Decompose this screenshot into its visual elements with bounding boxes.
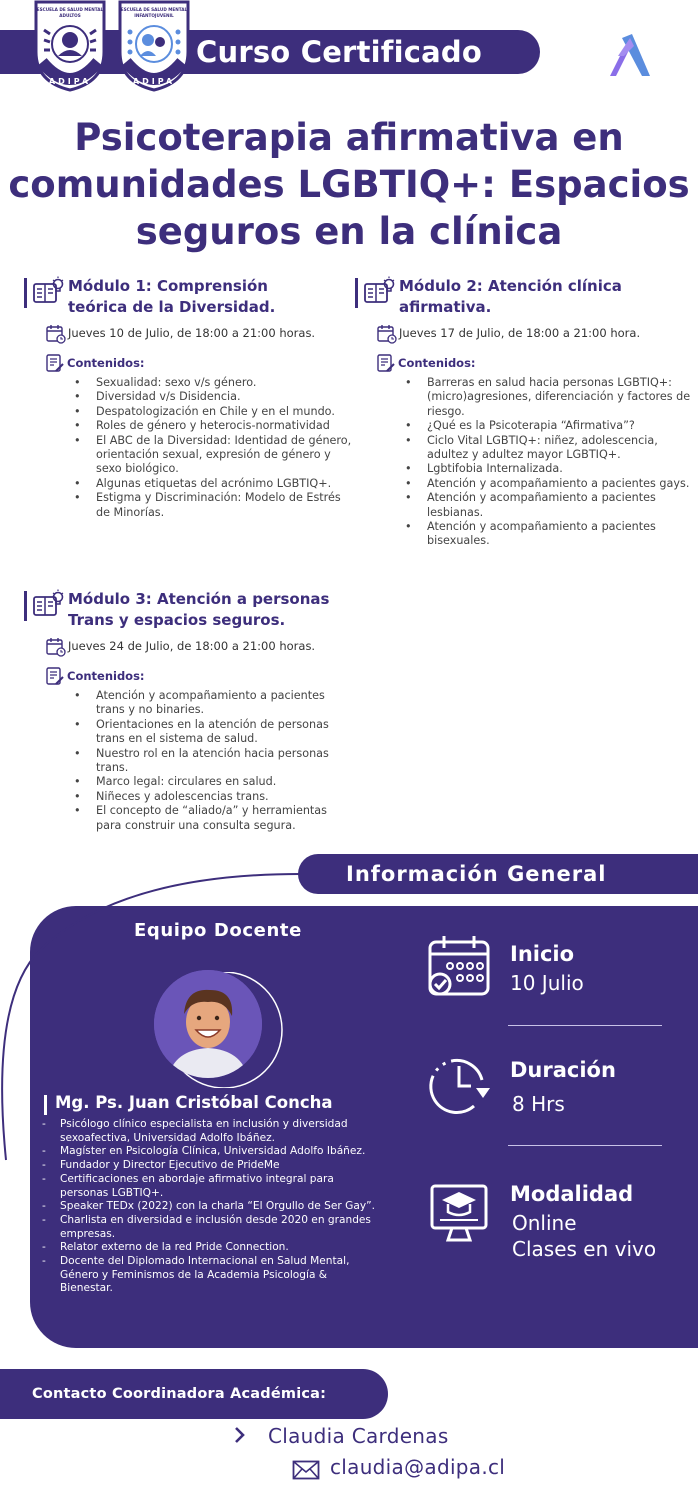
module-date: Jueves 17 de Julio, de 18:00 a 21:00 hora. [399, 326, 641, 340]
list-item: - Relator externo de la red Pride Connection. [40, 1241, 380, 1255]
chevron-right-icon [232, 1424, 248, 1446]
calendar-check-icon [426, 934, 492, 1000]
svg-text:ADIPA: ADIPA [132, 77, 176, 86]
adipa-logo-icon [608, 32, 652, 78]
teacher-bio-list [40, 1118, 380, 1296]
module-date: Jueves 10 de Julio, de 18:00 a 21:00 horas. [68, 326, 316, 340]
module-contents-list [405, 376, 695, 549]
teacher-name: Mg. Ps. Juan Cristóbal Concha [55, 1093, 333, 1112]
separator [508, 1025, 662, 1026]
teacher-avatar [154, 970, 262, 1078]
module-2 [355, 276, 691, 549]
contents-label: Contenidos: [398, 356, 476, 370]
contact-heading: Contacto Coordinadora Académica: [32, 1386, 327, 1402]
list-item: • Estigma y Discriminación: Modelo de Estrés de Minorías. [74, 491, 354, 520]
module-contents-list [74, 689, 354, 833]
list-item: - Magíster en Psicología Clínica, Universidad Adolfo Ibáñez. [40, 1145, 380, 1159]
module-book-icon [363, 276, 395, 306]
module-1 [24, 276, 354, 520]
list-item: • Marco legal: circulares en salud. [74, 775, 354, 789]
start-value: 10 Julio [510, 971, 584, 995]
youth-school-badge [114, 0, 194, 92]
calendar-icon [377, 324, 397, 344]
contact-email-link[interactable]: claudia@adipa.cl [330, 1455, 506, 1479]
contact-name: Claudia Cardenas [268, 1424, 449, 1448]
modality-value-1: Online [512, 1211, 577, 1235]
duration-value: 8 Hrs [512, 1092, 565, 1116]
general-info-heading: Información General [346, 862, 607, 886]
list-item: • Atención y acompañamiento a pacientes bisexuales. [405, 520, 695, 549]
teacher-accent-bar [44, 1095, 47, 1115]
list-item: • Atención y acompañamiento a pacientes lesbianas. [405, 491, 695, 520]
list-item: • Algunas etiquetas del acrónimo LGBTIQ+. [74, 477, 354, 491]
start-label: Inicio [510, 942, 575, 966]
course-type-label: Curso Certificado [196, 35, 482, 69]
module-title: Módulo 1: Comprensión teórica de la Diversidad. [68, 277, 276, 316]
svg-text:ADIPA: ADIPA [48, 77, 92, 86]
calendar-icon [46, 324, 66, 344]
svg-text:INFANTOJUVENIL: INFANTOJUVENIL [134, 13, 174, 18]
list-item: • Ciclo Vital LGBTIQ+: niñez, adolescencia, adultez y adultez mayor LGBTIQ+. [405, 434, 695, 463]
duration-label: Duración [510, 1058, 616, 1082]
contents-label: Contenidos: [67, 356, 145, 370]
list-item: • Diversidad v/s Disidencia. [74, 390, 354, 404]
list-item: • El ABC de la Diversidad: Identidad de género, orientación sexual, expresión de género y sexo biológico. [74, 434, 354, 477]
svg-text:ADULTOS: ADULTOS [59, 13, 81, 18]
list-item: - Psicólogo clínico especialista en inclusión y diversidad sexoafectiva, Universidad Adolfo Ibáñez. [40, 1118, 380, 1145]
module-accent-bar [355, 278, 358, 308]
list-item: • ¿Qué es la Psicoterapia “Afirmativa”? [405, 419, 695, 433]
list-item: - Charlista en diversidad e inclusión desde 2020 en grandes empresas. [40, 1214, 380, 1241]
person-photo-icon [154, 970, 262, 1078]
graduation-screen-icon [428, 1180, 494, 1246]
list-item: • Despatologización en Chile y en el mundo. [74, 405, 354, 419]
modality-label: Modalidad [510, 1182, 634, 1206]
list-item: - Docente del Diplomado Internacional en Salud Mental, Género y Feminismos de la Academia Psicología & Bienestar. [40, 1255, 380, 1296]
list-item: • El concepto de “aliado/a” y herramientas para construir una consulta segura. [74, 804, 354, 833]
list-item: • Sexualidad: sexo v/s género. [74, 376, 354, 390]
list-item: • Lgbtifobia Internalizada. [405, 462, 695, 476]
team-title: Equipo Docente [134, 920, 302, 941]
module-accent-bar [24, 591, 27, 621]
list-item: - Fundador y Director Ejecutivo de PrideMe [40, 1159, 380, 1173]
module-contents-list [74, 376, 354, 520]
separator [508, 1145, 662, 1146]
list-item: • Roles de género y heterocis-normatividad [74, 419, 354, 433]
module-book-icon [32, 276, 64, 306]
contents-label: Contenidos: [67, 669, 145, 683]
clock-icon [426, 1052, 492, 1118]
list-item: • Barreras en salud hacia personas LGBTIQ+: (micro)agresiones, diferenciación y factores de riesgo. [405, 376, 695, 419]
module-3 [24, 589, 354, 833]
module-title: Módulo 3: Atención a personas Trans y espacios seguros. [68, 590, 330, 629]
svg-text:ESCUELA DE SALUD MENTAL: ESCUELA DE SALUD MENTAL [36, 7, 104, 12]
list-item: • Atención y acompañamiento a pacientes trans y no binaries. [74, 689, 354, 718]
module-title: Módulo 2: Atención clínica afirmativa. [399, 277, 622, 316]
module-date: Jueves 24 de Julio, de 18:00 a 21:00 horas. [68, 639, 316, 653]
adults-school-badge [30, 0, 110, 92]
list-item: • Orientaciones en la atención de personas trans en el sistema de salud. [74, 718, 354, 747]
mail-icon [292, 1460, 320, 1480]
list-item: • Atención y acompañamiento a pacientes gays. [405, 477, 695, 491]
list-item: - Speaker TEDx (2022) con la charla “El Orgullo de Ser Gay”. [40, 1200, 380, 1214]
calendar-icon [46, 637, 66, 657]
svg-text:ESCUELA DE SALUD MENTAL: ESCUELA DE SALUD MENTAL [120, 7, 188, 12]
module-accent-bar [24, 278, 27, 308]
document-list-icon [46, 354, 65, 373]
list-item: • Niñeces y adolescencias trans. [74, 790, 354, 804]
document-list-icon [377, 354, 396, 373]
course-title: Psicoterapia afirmativa en comunidades LGBTIQ+: Espacios seguros en la clínica [8, 116, 690, 253]
list-item: - Certificaciones en abordaje afirmativo integral para personas LGBTIQ+. [40, 1173, 380, 1200]
module-book-icon [32, 589, 64, 619]
list-item: • Nuestro rol en la atención hacia personas trans. [74, 747, 354, 776]
modality-value-2: Clases en vivo [512, 1237, 657, 1261]
document-list-icon [46, 667, 65, 686]
